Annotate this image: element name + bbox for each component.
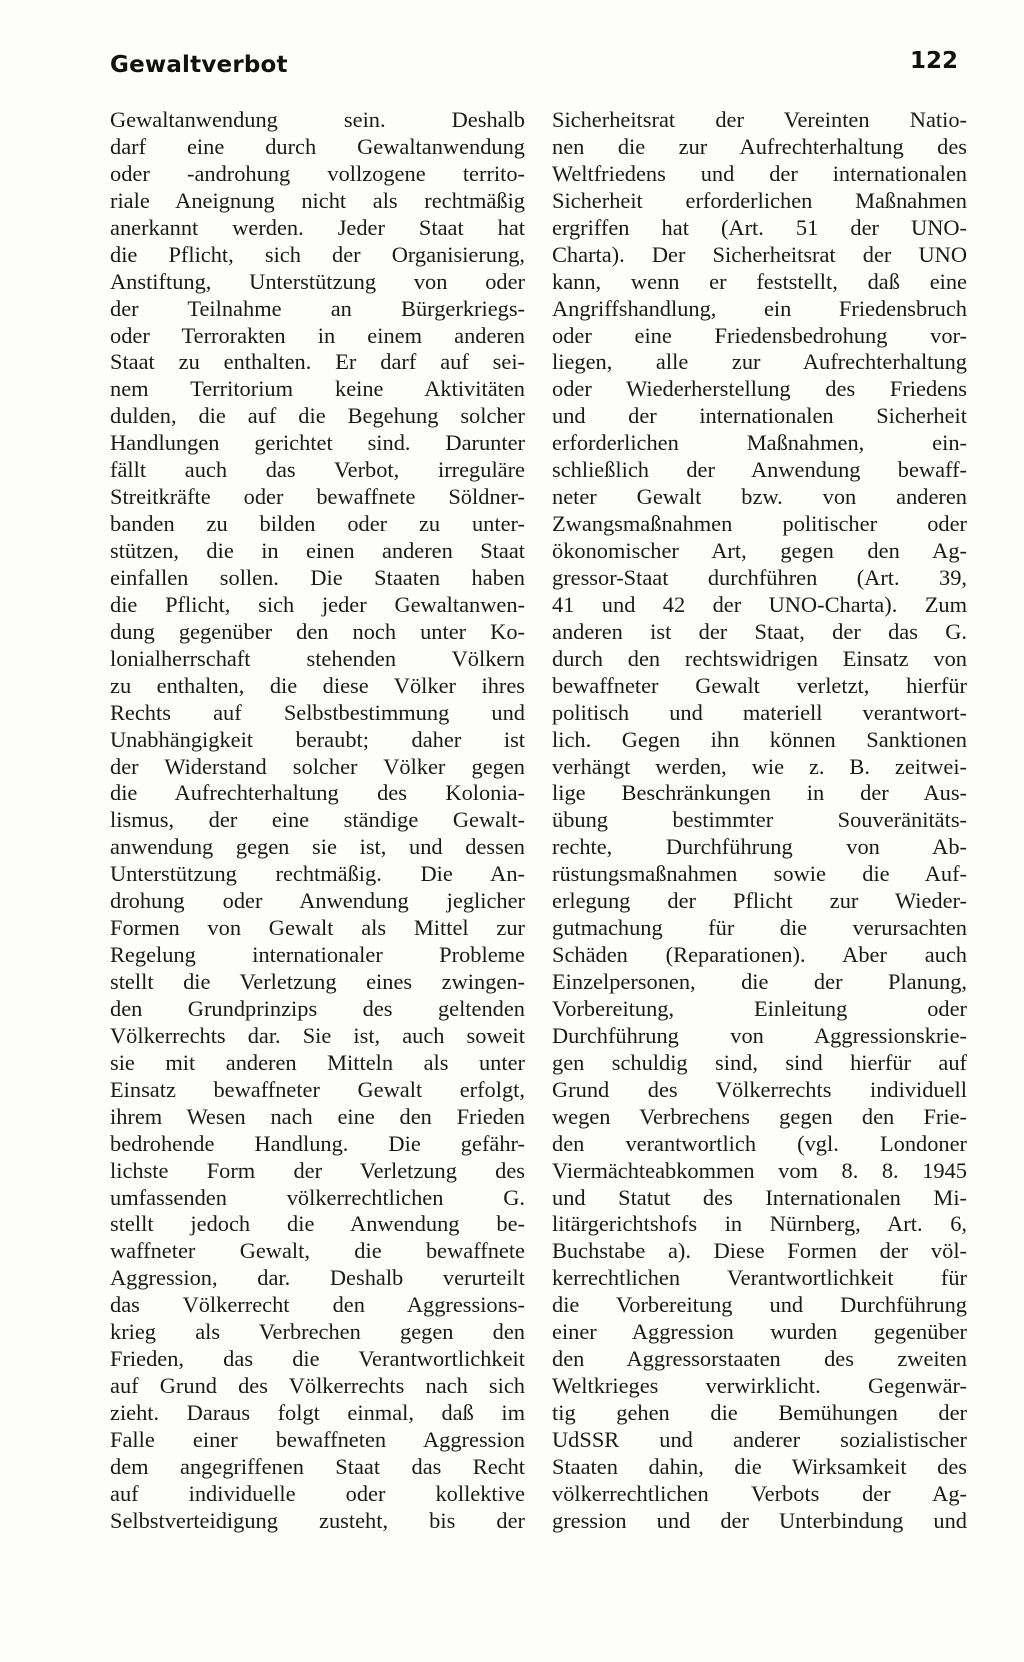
text-line: auf individuelle oder kollektive	[110, 1480, 525, 1506]
text-line: Unterstützung rechtmäßig. Die An-	[110, 861, 525, 887]
text-line: zu enthalten, die diese Völker ihres	[110, 672, 525, 698]
text-line: Anstiftung, Unterstützung von oder	[110, 268, 525, 294]
text-line: stützen, die in einen anderen Staat	[110, 538, 525, 563]
text-line: das Völkerrecht den Aggressions-	[110, 1292, 525, 1318]
page-number: 122	[909, 48, 958, 74]
text-line: anerkannt werden. Jeder Staat hat	[110, 214, 525, 240]
text-line: schließlich der Anwendung bewaff-	[552, 457, 967, 483]
text-line: die Aufrechterhaltung des Kolonia-	[110, 780, 525, 806]
text-line: lonialherrschaft stehenden Völkern	[110, 645, 525, 671]
text-line: Weltkrieges verwirklicht. Gegenwär-	[552, 1373, 967, 1399]
text-line: lige Beschränkungen in der Aus-	[552, 780, 967, 806]
text-line: zieht. Daraus folgt einmal, daß im	[110, 1400, 525, 1425]
text-line: oder -androhung vollzogene territo-	[110, 160, 525, 186]
text-line: auf Grund des Völkerrechts nach sich	[110, 1373, 525, 1399]
text-line: die Vorbereitung und Durchführung	[552, 1292, 967, 1318]
text-line: Einsatz bewaffneter Gewalt erfolgt,	[110, 1076, 525, 1102]
text-line: Formen von Gewalt als Mittel zur	[110, 915, 525, 941]
text-line: banden zu bilden oder zu unter-	[110, 511, 525, 537]
text-line: gutmachung für die verursachten	[552, 915, 967, 941]
text-line: krieg als Verbrechen gegen den	[110, 1319, 525, 1345]
text-line: Gewaltanwendung sein. Deshalb	[110, 107, 525, 132]
text-line: einfallen sollen. Die Staaten haben	[110, 564, 525, 590]
text-line: Buchstabe a). Diese Formen der völ-	[552, 1238, 967, 1264]
text-line: Regelung internationaler Probleme	[110, 942, 525, 968]
text-line: Streitkräfte oder bewaffnete Söldner-	[110, 484, 525, 510]
text-line: oder Wiederherstellung des Friedens	[552, 376, 967, 402]
text-line: waffneter Gewalt, die bewaffnete	[110, 1238, 525, 1264]
text-line: ergriffen hat (Art. 51 der UNO-	[552, 214, 967, 240]
text-line: dulden, die auf die Begehung solcher	[110, 403, 525, 429]
text-line: wegen Verbrechens gegen den Frie-	[552, 1103, 967, 1129]
text-line: Sicherheit erforderlichen Maßnahmen	[552, 187, 967, 213]
text-line: oder Terrorakten in einem anderen	[110, 322, 525, 348]
text-line: Rechts auf Selbstbestimmung und	[110, 699, 525, 725]
text-line: den Aggressorstaaten des zweiten	[552, 1346, 967, 1372]
text-line: die Pflicht, sich der Organisierung,	[110, 241, 525, 267]
text-line: bewaffneter Gewalt verletzt, hierfür	[552, 672, 967, 698]
text-line: Angriffshandlung, ein Friedensbruch	[552, 295, 967, 321]
text-line: Grund des Völkerrechts individuell	[552, 1076, 967, 1102]
text-line: lismus, der eine ständige Gewalt-	[110, 807, 525, 833]
text-line: rüstungsmaßnahmen sowie die Auf-	[552, 861, 967, 887]
text-line: liegen, alle zur Aufrechterhaltung	[552, 349, 967, 375]
text-line: durch den rechtswidrigen Einsatz von	[552, 645, 967, 671]
text-line: den Grundprinzips des geltenden	[110, 995, 525, 1021]
text-line: 41 und 42 der UNO-Charta). Zum	[552, 591, 967, 617]
left-text-column	[110, 107, 525, 1535]
text-line: neter Gewalt bzw. von anderen	[552, 484, 967, 510]
text-line: Frieden, das die Verantwortlichkeit	[110, 1346, 525, 1372]
text-line: Einzelpersonen, die der Planung,	[552, 969, 967, 994]
text-line: UdSSR und anderer sozialistischer	[552, 1426, 967, 1452]
text-line: Staat zu enthalten. Er darf auf sei-	[110, 349, 525, 375]
text-line: lich. Gegen ihn können Sanktionen	[552, 726, 967, 752]
text-line: Unabhängigkeit beraubt; daher ist	[110, 726, 525, 752]
text-line: erforderlichen Maßnahmen, ein-	[552, 430, 967, 456]
text-line: und Statut des Internationalen Mi-	[552, 1184, 967, 1210]
text-line: dem angegriffenen Staat das Recht	[110, 1453, 525, 1479]
text-line: bedrohende Handlung. Die gefähr-	[110, 1130, 525, 1156]
text-line: der Widerstand solcher Völker gegen	[110, 753, 525, 779]
text-line: kerrechtlichen Verantwortlichkeit für	[552, 1265, 967, 1291]
text-line: gressor-Staat durchführen (Art. 39,	[552, 564, 967, 590]
text-line: darf eine durch Gewaltanwendung	[110, 133, 525, 159]
text-line: anderen ist der Staat, der das G.	[552, 618, 967, 644]
text-line: Selbstverteidigung zusteht, bis der	[110, 1507, 525, 1533]
text-line: tig gehen die Bemühungen der	[552, 1400, 967, 1425]
text-line: stellt die Verletzung eines zwingen-	[110, 969, 525, 994]
text-line: stellt jedoch die Anwendung be-	[110, 1211, 525, 1237]
text-line: ihrem Wesen nach eine den Frieden	[110, 1103, 525, 1129]
text-line: und der internationalen Sicherheit	[552, 403, 967, 429]
text-line: kann, wenn er feststellt, daß eine	[552, 268, 967, 294]
text-line: politisch und materiell verantwort-	[552, 699, 967, 725]
text-line: oder eine Friedensbedrohung vor-	[552, 322, 967, 348]
text-line: Völkerrechts dar. Sie ist, auch soweit	[110, 1022, 525, 1048]
right-text-column	[552, 107, 967, 1535]
text-line: umfassenden völkerrechtlichen G.	[110, 1184, 525, 1210]
text-line: nem Territorium keine Aktivitäten	[110, 376, 525, 402]
text-line: Handlungen gerichtet sind. Darunter	[110, 430, 525, 456]
text-line: völkerrechtlichen Verbots der Ag-	[552, 1480, 967, 1506]
text-line: Zwangsmaßnahmen politischer oder	[552, 511, 967, 537]
text-line: Sicherheitsrat der Vereinten Natio-	[552, 107, 967, 132]
text-line: verhängt werden, wie z. B. zeitwei-	[552, 753, 967, 779]
text-line: rechte, Durchführung von Ab-	[552, 834, 967, 860]
text-line: übung bestimmter Souveränitäts-	[552, 807, 967, 833]
text-line: fällt auch das Verbot, irreguläre	[110, 457, 525, 483]
text-line: Schäden (Reparationen). Aber auch	[552, 942, 967, 968]
text-line: Charta). Der Sicherheitsrat der UNO	[552, 241, 967, 267]
text-line: anwendung gegen sie ist, und dessen	[110, 834, 525, 860]
text-line: die Pflicht, sich jeder Gewaltanwen-	[110, 591, 525, 617]
text-line: litärgerichtshofs in Nürnberg, Art. 6,	[552, 1211, 967, 1237]
text-line: einer Aggression wurden gegenüber	[552, 1319, 967, 1345]
text-line: lichste Form der Verletzung des	[110, 1157, 525, 1183]
text-line: dung gegenüber den noch unter Ko-	[110, 618, 525, 644]
text-line: Viermächteabkommen vom 8. 8. 1945	[552, 1157, 967, 1183]
text-line: Aggression, dar. Deshalb verurteilt	[110, 1265, 525, 1291]
text-line: Durchführung von Aggressionskrie-	[552, 1022, 967, 1048]
text-line: gression und der Unterbindung und	[552, 1507, 967, 1533]
text-line: ökonomischer Art, gegen den Ag-	[552, 538, 967, 563]
text-line: riale Aneignung nicht als rechtmäßig	[110, 187, 525, 213]
running-head-title: Gewaltverbot	[110, 52, 288, 78]
text-line: sie mit anderen Mitteln als unter	[110, 1049, 525, 1075]
text-line: den verantwortlich (vgl. Londoner	[552, 1130, 967, 1156]
text-line: erlegung der Pflicht zur Wieder-	[552, 888, 967, 914]
text-line: nen die zur Aufrechterhaltung des	[552, 133, 967, 159]
text-line: drohung oder Anwendung jeglicher	[110, 888, 525, 914]
text-line: Vorbereitung, Einleitung oder	[552, 995, 967, 1021]
text-line: gen schuldig sind, sind hierfür auf	[552, 1049, 967, 1075]
text-line: Weltfriedens und der internationalen	[552, 160, 967, 186]
text-line: der Teilnahme an Bürgerkriegs-	[110, 295, 525, 321]
text-line: Falle einer bewaffneten Aggression	[110, 1426, 525, 1452]
text-line: Staaten dahin, die Wirksamkeit des	[552, 1453, 967, 1479]
